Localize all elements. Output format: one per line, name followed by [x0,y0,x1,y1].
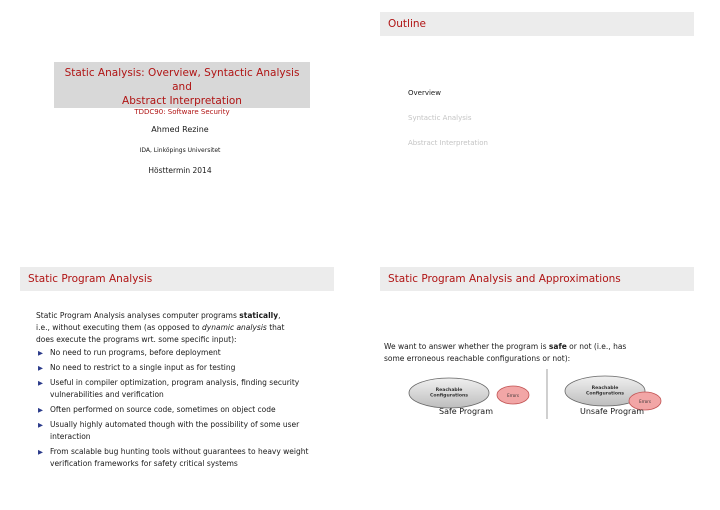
intro-line-2: i.e., without executing them (as opposed to dynamic analysis that [36,323,285,332]
caption-safe: Safe Program [438,407,493,416]
text-line-2: some erroneous reachable configurations or not): [384,354,571,363]
author: Ahmed Rezine [151,125,209,134]
outline-item-syntactic: Syntactic Analysis [408,114,472,122]
slide-body [36,310,320,470]
list-item: ▶ From scalable bug hunting tools without guarantees to heavy weight verification frameworks for safety critical systems [38,447,309,468]
list-item: ▶ No need to restrict to a single input as for testing [38,363,236,372]
safety-diagram [360,367,720,447]
errors-label: Errors [507,393,519,398]
reachable-label: Reachable [435,388,463,393]
reachable-label: Reachable [591,386,619,391]
outline-item-overview: Overview [408,89,441,97]
slide-title [0,0,360,255]
outline-item-abstract: Abstract Interpretation [408,139,488,147]
slide-body [384,341,700,365]
bullet-triangle-icon: ▶ [38,406,43,414]
title-box [54,62,310,116]
date: Hösttermin 2014 [148,166,212,175]
frame-title: Static Program Analysis and Approximations [380,267,694,291]
frame-title: Outline [380,12,694,36]
bullet-triangle-icon: ▶ [38,379,43,387]
intro-line-1: Static Program Analysis analyses computer programs statically, [36,311,281,320]
list-item: ▶ No need to run programs, before deployment [38,348,221,357]
slide-outline [360,0,720,255]
bullet-triangle-icon: ▶ [38,349,43,357]
intro-line-3: does execute the programs wrt. some specific input): [36,335,237,344]
bullet-triangle-icon: ▶ [38,448,43,456]
unsafe-program-diagram [565,376,661,410]
institute: IDA, Linköpings Universitet [139,147,221,154]
frame-title: Static Program Analysis [20,267,334,291]
list-item: ▶ Useful in compiler optimization, program analysis, finding security vulnerabilities and verification [38,378,300,399]
slide-subtitle: TDDC90: Software Security [134,108,230,116]
text-line-1: We want to answer whether the program is safe or not (i.e., has [384,342,627,351]
configurations-label: Configurations [585,391,625,397]
list-item: ▶ Often performed on source code, sometimes on object code [38,405,276,414]
slide-title-line2: Abstract Interpretation [122,95,242,107]
errors-label: Errors [639,399,651,404]
list-item: ▶ Usually highly automated though with the possibility of some user interaction [38,420,300,441]
safe-program-diagram [409,378,529,408]
bullet-triangle-icon: ▶ [38,364,43,372]
slide-title-line1: Static Analysis: Overview, Syntactic Analysis and [64,67,300,93]
slide-static-analysis [0,255,360,510]
slide-approximations [360,255,720,510]
caption-unsafe: Unsafe Program [579,407,645,416]
bullet-triangle-icon: ▶ [38,421,43,429]
bullet-list [36,347,320,470]
configurations-label: Configurations [429,393,469,399]
